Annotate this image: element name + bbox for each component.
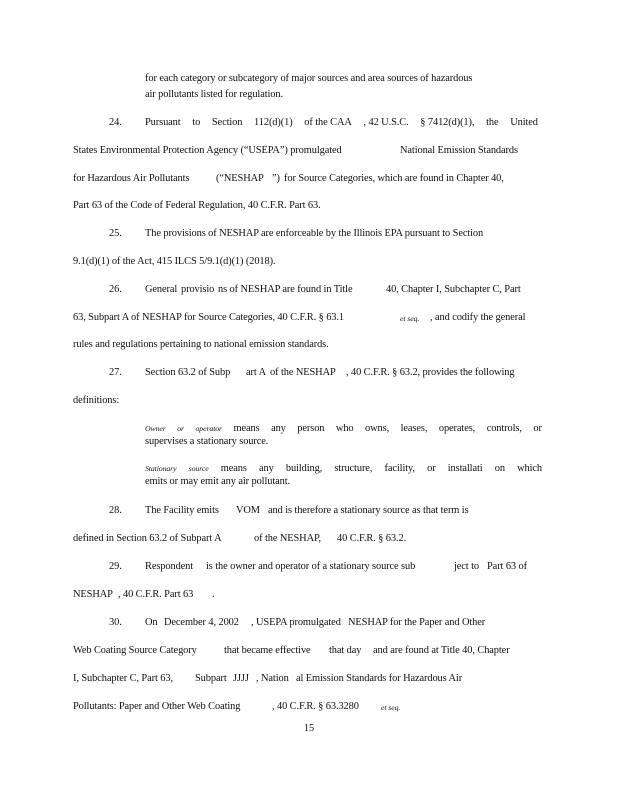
para-30-line-1b: December 4, 2002 [164, 617, 239, 628]
para-24-line-2a: States Environmental Protection Agency (“USEPA”) promulgated [73, 145, 342, 156]
word: person [297, 423, 325, 434]
para-30-line-1a: On [145, 617, 158, 628]
para-27-line-1a: Section 63.2 of Subp [145, 367, 231, 378]
para-30-line-3a: I, Subchapter C, Part 63, [73, 673, 173, 684]
para-30-line-2c: that day [329, 645, 362, 656]
para-29-line-2b: , 40 C.F.R. Part 63 [118, 589, 194, 600]
quote-line-1: for each category or subcategory of major sources and area sources of hazardous [145, 73, 473, 84]
para-24-line-3c: ”) [272, 173, 280, 184]
word: Section [211, 117, 243, 128]
word: leases, [400, 423, 428, 434]
para-30-line-2d: and are found at Title 40, Chapter [373, 645, 510, 656]
para-29-line-1b: is the owner and operator of a stationary source sub [206, 561, 416, 572]
para-29-line-2c: . [212, 589, 215, 600]
para-30-line-3e: al Emission Standards for Hazardous Air [296, 673, 463, 684]
para-27-line-2: definitions: [73, 395, 120, 406]
word: the [486, 117, 499, 128]
para-26-line-1a: General [145, 284, 178, 295]
term-word: operator [195, 424, 222, 433]
term-word: Stationary [145, 464, 177, 473]
para-30-line-4c: et seq. [381, 703, 401, 712]
para-30-line-2a: Web Coating Source Category [73, 645, 197, 656]
para-27-line-1b: art A [246, 367, 266, 378]
word: controls, [486, 423, 522, 434]
para-24-line-2b: National Emission Standards [400, 145, 518, 156]
para-26-line-1d: 40, Chapter I, Subchapter C, Part [386, 284, 521, 295]
para-28-line-2a: defined in Section 63.2 of Subpart A [73, 533, 222, 544]
para-28-line-1c: and is therefore a stationary source as that term is [268, 505, 469, 516]
para-26-line-2a: 63, Subpart A of NESHAP for Source Categories, 40 C.F.R. § 63.1 [73, 312, 344, 323]
word: structure, [334, 463, 373, 474]
word: owns, [365, 423, 390, 434]
word: any [271, 423, 286, 434]
word: to [192, 117, 201, 128]
para-25-line-1: The provisions of NESHAP are enforceable by the Illinois EPA pursuant to Section [145, 228, 484, 239]
word: of the CAA [304, 117, 352, 128]
para-26-line-1c: ns of NESHAP are found in Title [218, 284, 353, 295]
para-27-line-1c: of the NESHAP [270, 367, 336, 378]
para-24-number: 24. [109, 117, 122, 128]
para-24-line-4: Part 63 of the Code of Federal Regulation, 40 C.F.R. Part 63. [73, 200, 321, 211]
para-27-number: 27. [109, 367, 122, 378]
quote-line-2: air pollutants listed for regulation. [145, 89, 283, 100]
para-26-line-2b: et seq. [400, 314, 420, 323]
para-26-number: 26. [109, 284, 122, 295]
para-24-line-1 [145, 116, 538, 129]
word: means [220, 463, 247, 474]
para-27-line-1d: , 40 C.F.R. § 63.2, provides the following [346, 367, 515, 378]
para-26-line-3: rules and regulations pertaining to national emission standards. [73, 339, 329, 350]
para-30-line-3d: , Nation [256, 673, 289, 684]
term-word: or [177, 424, 184, 433]
para-24-line-3a: for Hazardous Air Pollutants [73, 173, 190, 184]
para-29-line-1d: Part 63 of [487, 561, 527, 572]
definition-line-2: emits or may emit any air pollutant. [145, 476, 291, 487]
word: facility, [384, 463, 415, 474]
para-24-line-3b: (“NESHAP [216, 173, 264, 184]
para-29-line-1a: Respondent [145, 561, 194, 572]
para-28-number: 28. [109, 505, 122, 516]
para-25-line-2: 9.1(d)(1) of the Act, 415 ILCS 5/9.1(d)(1) (2018). [73, 256, 276, 267]
para-30-line-2b: that became effective [224, 645, 311, 656]
para-28-line-1a: The Facility emits [145, 505, 219, 516]
para-28-line-2c: 40 C.F.R. § 63.2. [337, 533, 407, 544]
word: or [533, 423, 542, 434]
para-24-line-3d: for Source Categories, which are found in Chapter 40, [284, 173, 504, 184]
para-30-line-1d: NESHAP for the Paper and Other [348, 617, 486, 628]
para-30-line-4a: Pollutants: Paper and Other Web Coating [73, 701, 241, 712]
word: § 7412(d)(1), [420, 117, 475, 128]
word: on [494, 463, 505, 474]
para-30-line-3c: JJJJ [233, 673, 249, 684]
word: , 42 U.S.C. [363, 117, 409, 128]
para-25-number: 25. [109, 228, 122, 239]
para-29-line-2a: NESHAP [73, 589, 113, 600]
para-30-line-1c: , USEPA promulgated [251, 617, 341, 628]
para-30-line-4b: , 40 C.F.R. § 63.3280 [272, 701, 359, 712]
definition-stationary-source [145, 462, 542, 488]
para-26-line-1b: provisio [181, 284, 215, 295]
term-word: Owner [145, 424, 166, 433]
word: or [427, 463, 436, 474]
word: 112(d)(1) [254, 117, 293, 128]
para-30-line-3b: Subpart [195, 673, 227, 684]
word: building, [285, 463, 323, 474]
para-30-number: 30. [109, 617, 122, 628]
para-28-line-2b: of the NESHAP, [254, 533, 322, 544]
para-29-line-1c: ject to [454, 561, 479, 572]
term-word: source [188, 464, 209, 473]
page-number: 15 [303, 723, 315, 734]
word: means [233, 423, 260, 434]
word: United [510, 117, 538, 128]
definition-line-2: supervises a stationary source. [145, 436, 269, 447]
word: who [335, 423, 354, 434]
definition-owner-operator [145, 422, 542, 448]
para-26-line-2c: , and codify the general [430, 312, 526, 323]
word: Pursuant [145, 117, 181, 128]
word: which [517, 463, 542, 474]
word: any [258, 463, 274, 474]
word: operates, [438, 423, 476, 434]
para-29-number: 29. [109, 561, 122, 572]
para-28-line-1b: VOM [236, 505, 260, 516]
word: installati [447, 463, 483, 474]
